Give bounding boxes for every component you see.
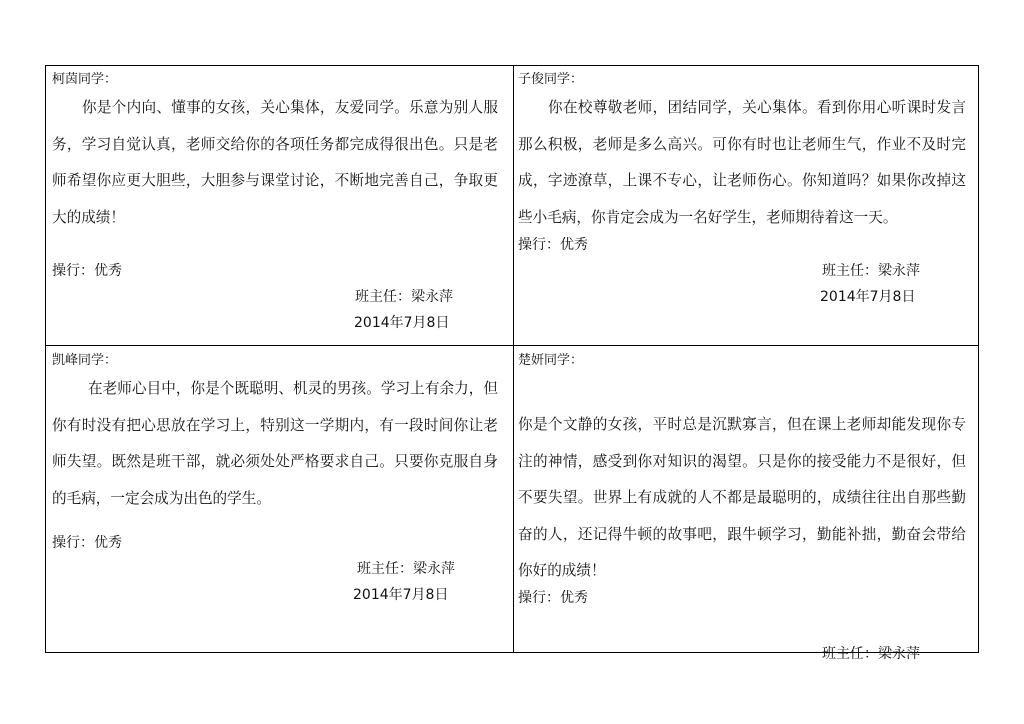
table-vertical-divider <box>513 66 514 652</box>
comment-card-2 <box>518 66 973 345</box>
conduct-grade: 操行：优秀 <box>52 535 122 551</box>
student-name: 子俊同学： <box>518 72 584 87</box>
comment-date: 2014年7月8日 <box>353 587 449 603</box>
comment-date: 2014年7月8日 <box>354 315 450 331</box>
conduct-grade: 操行：优秀 <box>518 590 588 606</box>
teacher-signature: 班主任：梁永萍 <box>822 263 920 279</box>
comment-card-4 <box>518 346 973 662</box>
comment-paragraph: 在老师心目中，你是个既聪明、机灵的男孩。学习上有余力，但你有时没有把心思放在学习上，特别这一学期内，有一段时间你让老师失望。既然是班干部，就必须处处严格要求自己。只要你克服自身的毛病，一定会成为出色的学生。 <box>52 380 498 507</box>
comment-cards-table <box>45 65 979 662</box>
conduct-grade: 操行：优秀 <box>52 263 122 279</box>
comment-paragraph: 你是个文静的女孩，平时总是沉默寡言，但在课上老师却能发现你专注的神情，感受到你对知识的渴望。只是你的接受能力不是很好，但不要失望。世界上有成就的人不都是最聪明的，成绩往往出自那些勤奋的人，还记得牛顿的故事吧，跟牛顿学习，勤能补拙，勤奋会带给你好的成绩！ <box>518 416 966 579</box>
comment-paragraph: 你在校尊敬老师，团结同学，关心集体。看到你用心听课时发言那么积极，老师是多么高兴。可你有时也让老师生气，作业不及时完成，字迹潦草，上课不专心，让老师伤心。你知道吗？如果你改掉这些小毛病，你肯定会成为一名好学生，老师期待着这一天。 <box>518 99 966 226</box>
comment-card-1 <box>52 66 504 345</box>
student-name: 凯峰同学： <box>52 353 118 368</box>
comment-date: 2014年7月8日 <box>820 289 916 305</box>
comment-paragraph: 你是个内向、懂事的女孩，关心集体，友爱同学。乐意为别人服务，学习自觉认真，老师交给你的各项任务都完成得很出色。只是老师希望你应更大胆些，大胆参与课堂讨论，不断地完善自己，争取更大的成绩！ <box>52 99 498 226</box>
student-name: 楚妍同学： <box>518 353 584 368</box>
teacher-signature: 班主任：梁永萍 <box>822 646 920 662</box>
teacher-signature: 班主任：梁永萍 <box>355 289 453 305</box>
teacher-signature: 班主任：梁永萍 <box>357 561 455 577</box>
comment-card-3 <box>52 346 504 652</box>
student-name: 柯茵同学： <box>52 72 118 87</box>
conduct-grade: 操行：优秀 <box>518 237 588 253</box>
